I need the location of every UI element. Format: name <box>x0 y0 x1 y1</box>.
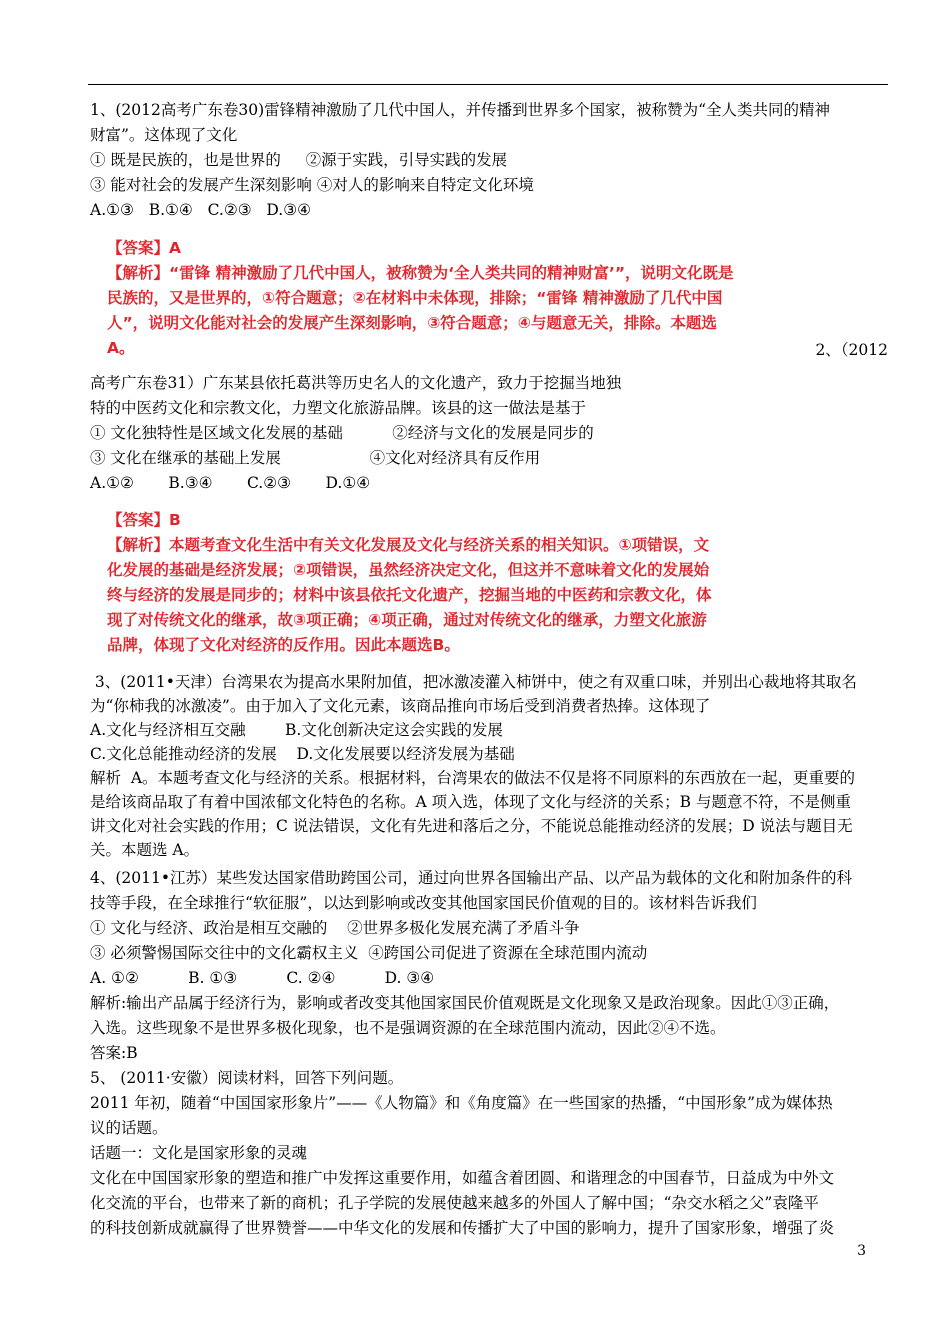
q1-answer: 【答案】A <box>107 239 181 257</box>
q1-option-line-1: ① 既是民族的，也是世界的 ②源于实践，引导实践的发展 <box>90 151 508 169</box>
q2-option-line-2: ③ 文化在继承的基础上发展 ④文化对经济具有反作用 <box>90 449 541 467</box>
q4-choices: A. ①② B. ①③ C. ②④ D. ③④ <box>90 969 435 987</box>
q3-choices-2: C.文化总能推动经济的发展 D.文化发展要以经济发展为基础 <box>90 745 515 763</box>
q1-choices: A.①③ B.①④ C.②③ D.③④ <box>90 201 311 219</box>
q2-stem-line-1: 高考广东卷31）广东某县依托葛洪等历史名人的文化遗产，致力于挖掘当地独 <box>90 374 622 392</box>
q5-topic-heading: 话题一：文化是国家形象的灵魂 <box>90 1144 308 1162</box>
q2-analysis-line-3: 终与经济的发展是同步的；材料中该县依托文化遗产，挖掘当地的中医药和宗教文化，体 <box>107 586 712 604</box>
q1-analysis-line-2: 民族的，又是世界的，①符合题意；②在材料中未体现，排除；“雷锋 精神激励了几代中国 <box>107 289 723 307</box>
q4-option-line-1: ① 文化与经济、政治是相互交融的 ②世界多极化发展充满了矛盾斗争 <box>90 919 580 937</box>
q4-answer: 答案:B <box>90 1044 138 1062</box>
q3-stem-line-1: 3、(2011•天津）台湾果农为提高水果附加值，把冰激凌灌入柿饼中，使之有双重口味，并别出心裁地将其取名 <box>90 673 857 691</box>
q2-analysis-line-4: 现了对传统文化的继承，故③项正确；④项正确，通过对传统文化的继承，力塑文化旅游 <box>107 611 707 629</box>
q2-option-line-1: ① 文化独特性是区域文化发展的基础 ②经济与文化的发展是同步的 <box>90 424 594 442</box>
q5-stem: 5、 (2011·安徽）阅读材料，回答下列问题。 <box>90 1069 404 1087</box>
q1-stem-line-2: 财富”。这体现了文化 <box>90 126 238 144</box>
q4-analysis-line-1: 解析:输出产品属于经济行为，影响或者改变其他国家国民价值观既是文化现象又是政治现象。因此①③正确， <box>90 994 840 1012</box>
q3-analysis-line-1: 解析 A。本题考查文化与经济的关系。根据材料，台湾果农的做法不仅是将不同原料的东西放在一起，更重要的 <box>90 769 856 787</box>
q5-material-line-3: 文化在中国国家形象的塑造和推广中发挥这重要作用，如蕴含着团圆、和谐理念的中国春节，日益成为中外文 <box>90 1169 835 1187</box>
q1-option-line-2: ③ 能对社会的发展产生深刻影响 ④对人的影响来自特定文化环境 <box>90 176 534 194</box>
q3-analysis-line-4: 关。本题选 A。 <box>90 841 200 859</box>
page-number: 3 <box>857 1243 866 1259</box>
q3-analysis-line-2: 是给该商品取了有着中国浓郁文化特色的名称。A 项入选，体现了文化与经济的关系；B 与题意不符，不是侧重 <box>90 793 851 811</box>
q5-material-line-5: 的科技创新成就赢得了世界赞誉——中华文化的发展和传播扩大了中国的影响力，提升了国家形象，增强了炎 <box>90 1219 835 1237</box>
q5-material-line-4: 化交流的平台，也带来了新的商机；孔子学院的发展使越来越多的外国人了解中国；“杂交水稻之父”袁隆平 <box>90 1194 819 1212</box>
q3-analysis-line-3: 讲文化对社会实践的作用；C 说法错误，文化有先进和落后之分，不能说总能推动经济的发展；D 说法与题目无 <box>90 817 853 835</box>
q1-analysis-line-4: A。 <box>107 339 135 357</box>
q4-stem-line-1: 4、(2011•江苏）某些发达国家借助跨国公司，通过向世界各国输出产品、以产品为载体的文化和附加条件的科 <box>90 869 853 887</box>
q4-analysis-line-2: 入选。这些现象不是世界多极化现象，也不是强调资源的在全球范围内流动，因此②④不选。 <box>90 1019 726 1037</box>
q5-material-line-2: 议的话题。 <box>90 1119 168 1137</box>
q1-stem-line-1: 1、(2012高考广东卷30)雷锋精神激励了几代中国人，并传播到世界多个国家，被称赞为“全人类共同的精神 <box>90 101 831 119</box>
q2-number: 2、（2012 <box>815 341 888 359</box>
q2-stem-line-2: 特的中医药文化和宗教文化，力塑文化旅游品牌。该县的这一做法是基于 <box>90 399 587 417</box>
q2-analysis-line-1: 【解析】本题考查文化生活中有关文化发展及文化与经济关系的相关知识。①项错误，文 <box>107 536 710 554</box>
q5-material-line-1: 2011 年初，随着“中国国家形象片”——《人物篇》和《角度篇》在一些国家的热播，“中国形象”成为媒体热 <box>90 1094 833 1112</box>
q3-choices-1: A.文化与经济相互交融 B.文化创新决定这会实践的发展 <box>90 721 503 739</box>
q4-option-line-2: ③ 必须警惕国际交往中的文化霸权主义 ④跨国公司促进了资源在全球范围内流动 <box>90 944 648 962</box>
q2-answer: 【答案】B <box>107 511 181 529</box>
q3-stem-line-2: 为“你柿我的冰激凌”。由于加入了文化元素，该商品推向市场后受到消费者热捧。这体现了 <box>90 697 711 715</box>
q2-analysis-line-2: 化发展的基础是经济发展；②项错误，虽然经济决定文化，但这并不意味着文化的发展始 <box>107 561 710 579</box>
q2-analysis-line-5: 品牌，体现了文化对经济的反作用。因此本题选B。 <box>107 636 460 654</box>
q1-analysis-line-3: 人”，说明文化能对社会的发展产生深刻影响，③符合题意；④与题意无关，排除。本题选 <box>107 314 717 332</box>
q1-analysis-line-1: 【解析】“雷锋 精神激励了几代中国人，被称赞为‘全人类共同的精神财富’”，说明文化既是 <box>107 264 734 282</box>
q2-choices: A.①② B.③④ C.②③ D.①④ <box>90 474 371 492</box>
q4-stem-line-2: 技等手段，在全球推行“软征服”，以达到影响或改变其他国家国民价值观的目的。该材料告诉我们 <box>90 894 757 912</box>
header-rule <box>88 84 888 85</box>
